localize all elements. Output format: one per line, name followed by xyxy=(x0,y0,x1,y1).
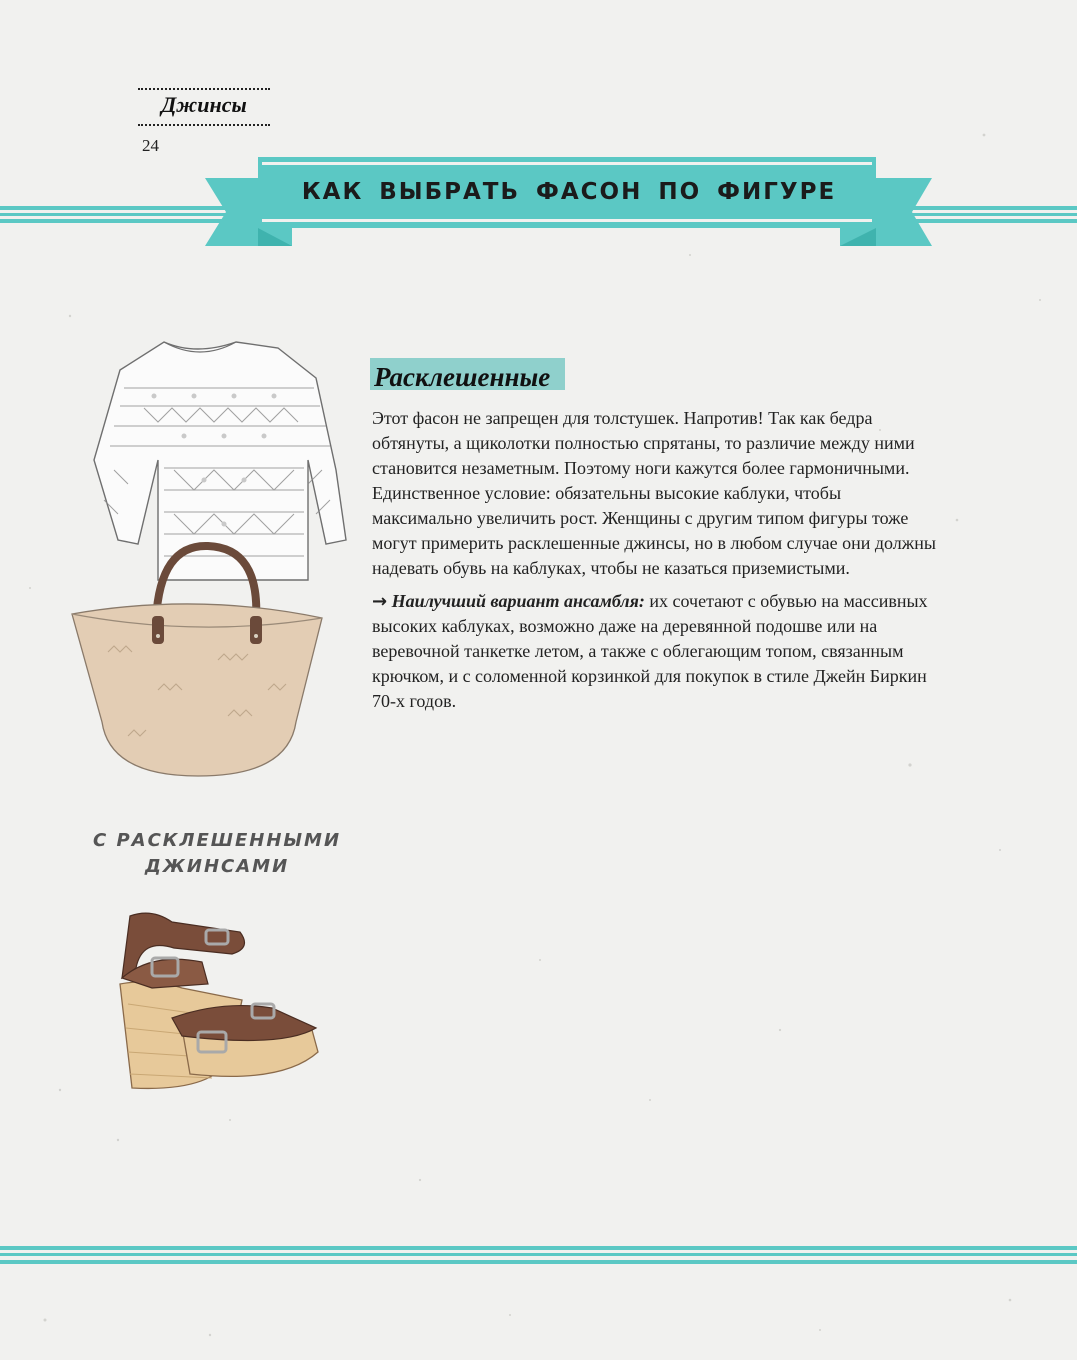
article-body xyxy=(372,406,938,714)
wedge-sandals-illustration xyxy=(112,908,327,1093)
bottom-decorative-rule xyxy=(0,1245,1077,1269)
dotted-rule-bottom xyxy=(138,124,270,126)
illustration-caption xyxy=(92,828,342,880)
article-heading: Расклешенные xyxy=(374,362,551,392)
paragraph-2-lead: Наилучший вариант ансамбля: xyxy=(391,591,645,611)
arrow-icon: → xyxy=(372,591,388,612)
caption-line-1: С РАСКЛЕШЕННЫМИ xyxy=(92,830,342,851)
page-number: 24 xyxy=(142,136,159,155)
caption-line-2: ДЖИНСАМИ xyxy=(144,856,290,877)
section-title: Джинсы xyxy=(161,92,247,117)
article-heading-block xyxy=(370,358,554,396)
paragraph-2-text: их сочетают с обувью на массивных высоких каблуках, возможно даже на деревянной подошве или на веревочной танкетке летом, а также с облегающим топом, связанным крючком, и с соломенной корзинкой для покупок в стиле Джейн Биркин 70-х годов. xyxy=(372,591,928,711)
section-tag xyxy=(138,84,270,130)
paragraph-2 xyxy=(372,589,938,714)
straw-basket-illustration xyxy=(68,540,328,790)
paragraph-1: Этот фасон не запрещен для толстушек. Напротив! Так как бедра обтянуты, а щиколотки полностью спрятаны, то различие между ними становится незаметным. Поэтому ноги кажутся более гармоничными. Единственное условие: обязательны высокие каблуки, чтобы максимально увеличить рост. Женщины с другим типом фигуры тоже могут примерить расклешенные джинсы, но в любом случае они должны надевать обувь на каблуках, чтобы не казаться приземистыми. xyxy=(372,408,936,578)
dotted-rule-top xyxy=(138,88,270,90)
banner-title: КАК ВЫБРАТЬ ФАСОН ПО ФИГУРЕ xyxy=(301,179,837,205)
